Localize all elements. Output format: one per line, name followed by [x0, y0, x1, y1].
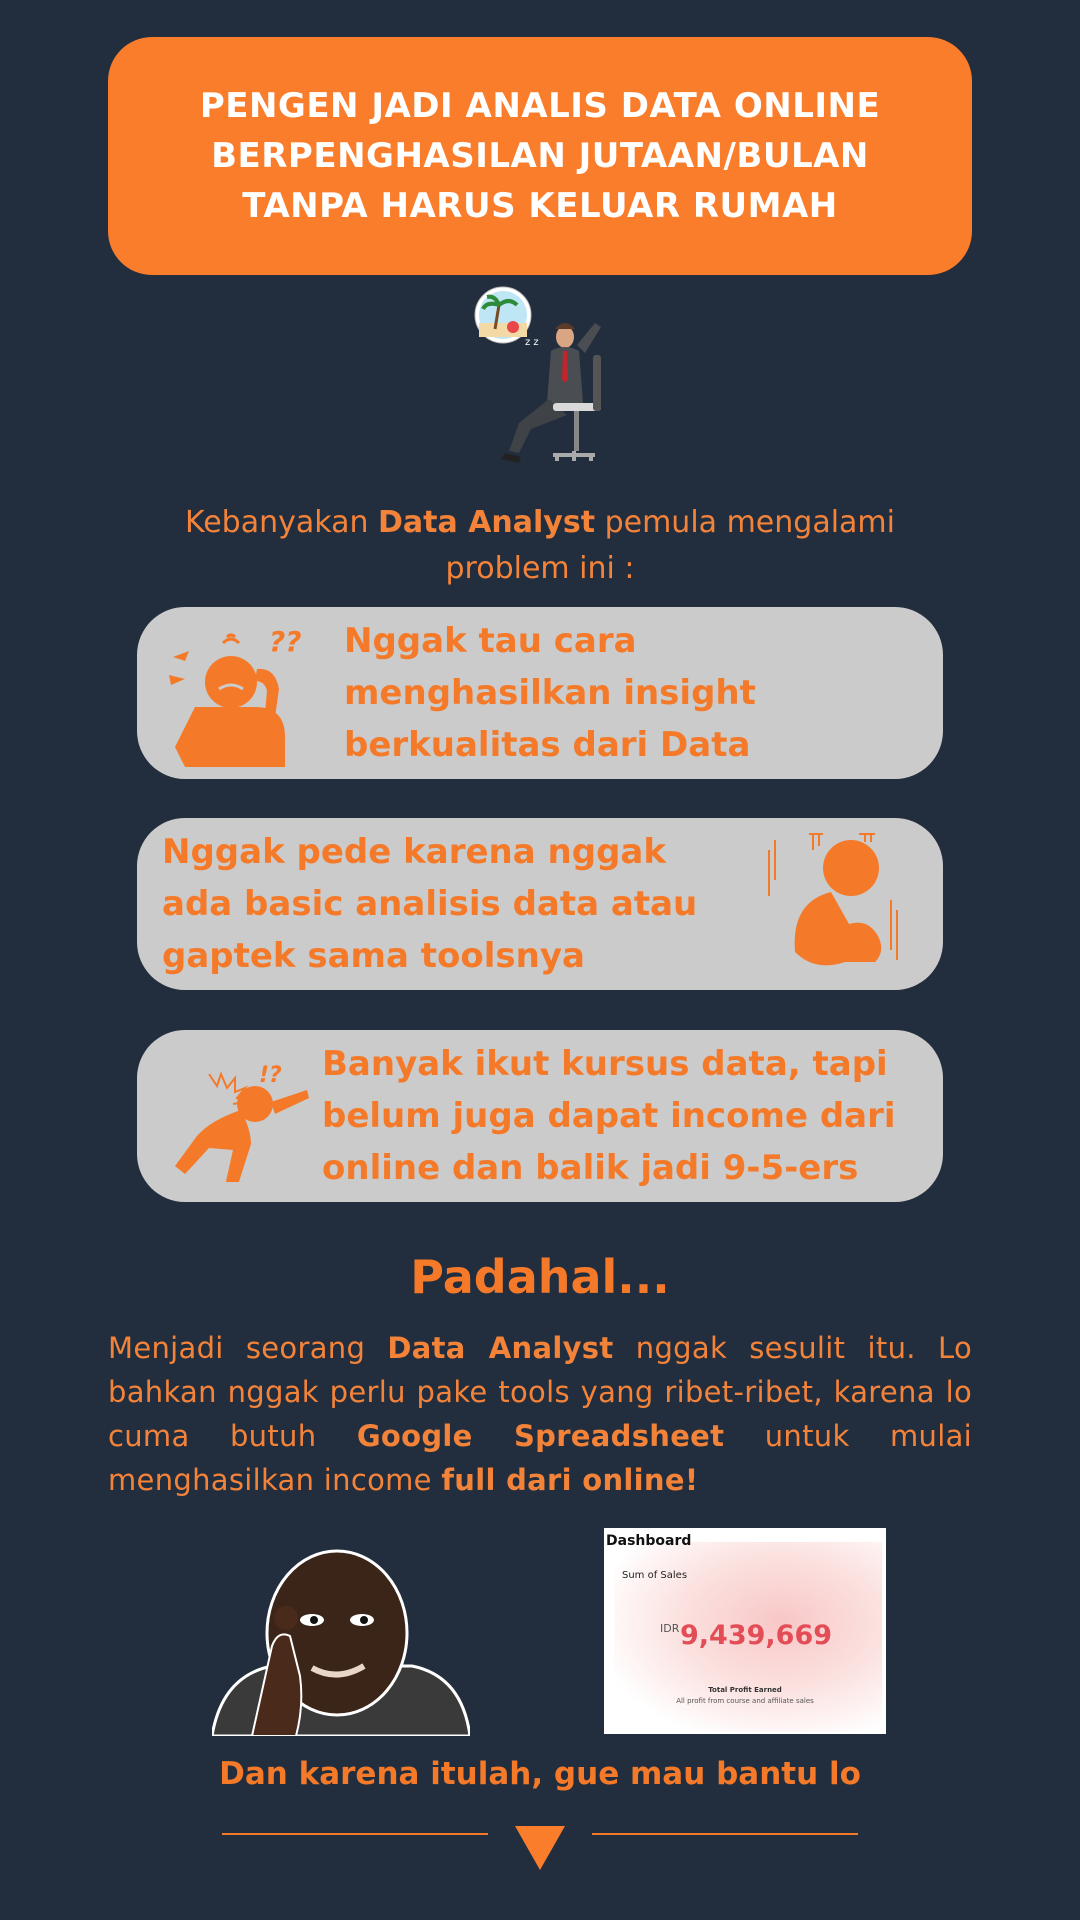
currency-label: IDR	[660, 1622, 680, 1635]
body-paragraph	[108, 1326, 972, 1502]
problem-2-line-3: gaptek sama toolsnya	[162, 936, 585, 976]
problem-3-line-2: belum juga dapat income dari	[322, 1096, 896, 1136]
problem-card-1	[137, 607, 943, 779]
problem-3-line-1: Banyak ikut kursus data, tapi	[322, 1044, 888, 1084]
problem-1-line-3: berkualitas dari Data	[344, 725, 751, 765]
sales-dashboard-screenshot	[604, 1528, 886, 1734]
headline-line-2: BERPENGHASILAN JUTAAN/BULAN	[211, 136, 869, 176]
divider-left	[222, 1833, 488, 1835]
intro-highlight: Data Analyst	[378, 505, 596, 540]
problem-2-text	[162, 826, 697, 982]
body-text-2: nggak sesulit itu. Lo bahkan nggak perlu pake tools yang ribet-ribet, karena lo cuma butuh	[108, 1331, 972, 1453]
smart-thinking-meme-image	[212, 1538, 470, 1736]
problem-card-3	[137, 1030, 943, 1202]
problem-2-line-1: Nggak pede karena nggak	[162, 832, 666, 872]
problem-1-line-2: menghasilkan insight	[344, 673, 756, 713]
down-arrow-icon	[515, 1826, 565, 1870]
frustrated-kneeling-person-icon	[159, 1052, 309, 1182]
confused-person-icon	[161, 617, 311, 767]
dashboard-title: Dashboard	[606, 1533, 692, 1549]
divider-right	[592, 1833, 858, 1835]
body-bold-2: Google Spreadsheet	[356, 1419, 725, 1453]
headline-line-1: PENGEN JADI ANALIS DATA ONLINE	[199, 86, 881, 126]
intro-part-2: pemula mengalami problem ini :	[445, 505, 895, 586]
body-bold-1: Data Analyst	[387, 1331, 614, 1365]
intro-text	[140, 500, 940, 592]
problem-3-line-3: online dan balik jadi 9-5-ers	[322, 1148, 859, 1188]
problem-1-text	[344, 615, 756, 771]
sum-of-sales-label: Sum of Sales	[622, 1570, 688, 1581]
problem-2-line-2: ada basic analisis data atau	[162, 884, 698, 924]
sales-value: 9,439,669	[680, 1620, 833, 1651]
headline-banner	[108, 37, 972, 275]
body-text-3: untuk mulai menghasilkan income	[108, 1419, 972, 1497]
padahal-heading: Padahal...	[410, 1250, 670, 1304]
svg-text:??: ??	[269, 625, 302, 658]
headline-line-3: TANPA HARUS KELUAR RUMAH	[242, 186, 838, 226]
problem-1-line-1: Nggak tau cara	[344, 621, 637, 661]
problem-3-text	[322, 1038, 896, 1194]
svg-text:!?: !?	[259, 1063, 282, 1088]
profit-subtitle: All profit from course and affiliate sales	[676, 1697, 814, 1705]
cta-text: Dan karena itulah, gue mau bantu lo	[219, 1756, 861, 1792]
relaxing-businessman-illustration	[465, 285, 615, 480]
svg-text:z z: z z	[525, 337, 539, 348]
intro-part-1: Kebanyakan	[185, 505, 379, 540]
body-text-1: Menjadi seorang	[108, 1331, 388, 1365]
sad-person-icon	[761, 830, 911, 980]
problem-card-2	[137, 818, 943, 990]
profit-title: Total Profit Earned	[708, 1686, 782, 1694]
body-bold-3: full dari online!	[441, 1463, 699, 1497]
